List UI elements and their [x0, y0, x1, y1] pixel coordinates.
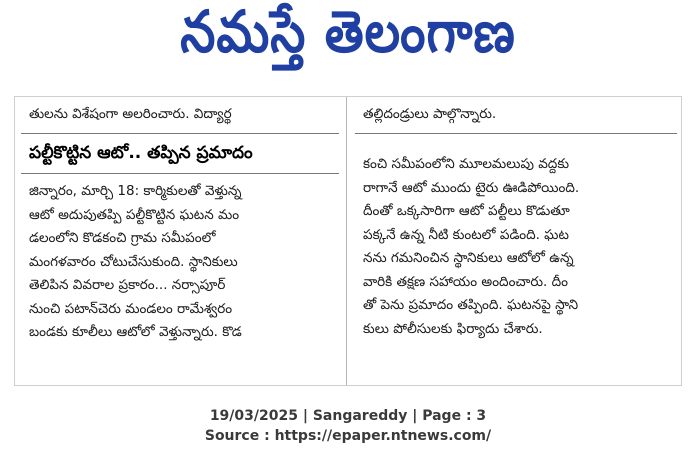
article-line: మంగళవారం చోటుచేసుకుంది. స్థానికులు	[29, 253, 238, 270]
article-line: నను గమనించిన స్థానికులు ఆటోలో ఉన్న	[363, 250, 574, 266]
article-line: పక్కనే ఉన్న నీటి కుంటలో పడింది. ఘట	[363, 226, 569, 243]
newspaper-masthead	[0, 0, 696, 78]
footer-date-edition-page: 19/03/2025 | Sangareddy | Page : 3	[209, 408, 487, 424]
article-line: బండకు కూలీలు ఆటోలో వెళ్తున్నారు. కొడ	[29, 324, 242, 340]
article-body-left-column	[29, 180, 341, 345]
article-line: జిన్నారం, మార్చి 18: కార్మికులతో వెళ్తున్న	[29, 183, 242, 199]
article-line: తో పెను ప్రమాదం తప్పింది. ఘటనపై స్థాని	[363, 297, 579, 313]
column-divider	[346, 97, 347, 386]
article-separator-left	[21, 133, 339, 134]
article-line: రాగానే ఆటో ముందు టైరు ఊడిపోయింది.	[363, 179, 580, 196]
article-line: వారికి తక్షణ సహాయం అందించారు. దీం	[363, 273, 568, 290]
article-line: ఆటో అదుపుతప్పి పల్టీకొట్టిన ఘటన మం	[29, 206, 240, 223]
article-line: డలంలోని కొడకంచి గ్రామ సమీపంలో	[29, 230, 216, 246]
article-body-right-column	[363, 153, 675, 341]
article-line: నుంచి పటాన్‌చెరు మండలం రామేశ్వరం	[29, 300, 233, 317]
previous-article-tail-right: తల్లిదండ్రులు పాల్గొన్నారు.	[363, 106, 497, 122]
article-line: దీంతో ఒక్కసారిగా ఆటో పల్టీలు కొడుతూ	[363, 203, 570, 219]
article-line: తెలిపిన వివరాల ప్రకారం... నర్సాపూర్	[29, 277, 226, 293]
masthead-logo-text: నమస్తే తెలంగాణ	[180, 0, 516, 65]
article-separator-right	[355, 133, 677, 134]
news-clipping	[14, 96, 682, 386]
article-headline: పల్టీకొట్టిన ఆటో.. తప్పిన ప్రమాదం	[29, 143, 253, 163]
previous-article-tail-left: తులను విశేషంగా అలరించారు. విద్యార్థ	[29, 106, 232, 122]
footer-source: Source : https://epaper.ntnews.com/	[204, 428, 492, 444]
headline-underline	[21, 173, 339, 174]
article-line: కులు పోలీసులకు ఫిర్యాదు చేశారు.	[363, 320, 543, 337]
article-line: కంచి సమీపంలోని మూలమలుపు వద్దకు	[363, 156, 570, 172]
